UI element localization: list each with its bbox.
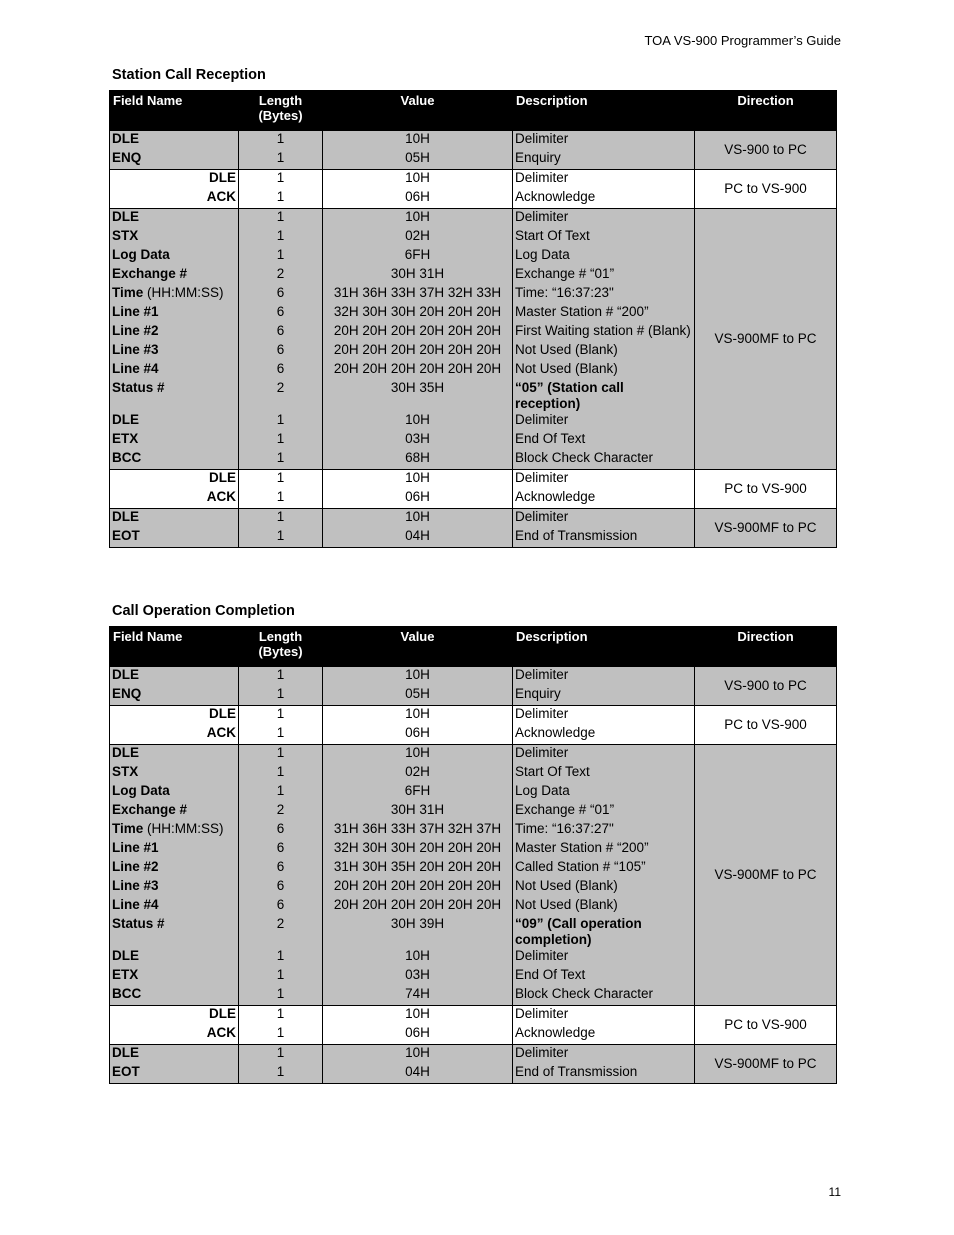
field-name: Time xyxy=(112,821,144,836)
value-cell: 20H 20H 20H 20H 20H 20H xyxy=(323,878,513,897)
value-cell: 31H 30H 35H 20H 20H 20H xyxy=(323,859,513,878)
field-name: Status # xyxy=(112,916,165,931)
value-cell: 10H xyxy=(323,470,513,490)
field-name-cell xyxy=(110,1025,239,1045)
value-cell: 10H xyxy=(323,131,513,151)
value-cell: 10H xyxy=(323,706,513,726)
column-header-length xyxy=(239,91,323,131)
field-name-cell xyxy=(110,431,239,450)
length-cell: 1 xyxy=(239,967,323,986)
field-name: ACK xyxy=(206,1025,236,1040)
description-cell: Delimiter xyxy=(513,470,695,490)
field-name-cell xyxy=(110,916,239,948)
length-cell: 1 xyxy=(239,667,323,687)
description-cell: Enquiry xyxy=(513,686,695,706)
field-name: DLE xyxy=(209,170,236,185)
field-name-cell xyxy=(110,986,239,1006)
table-row xyxy=(110,1006,837,1026)
value-cell: 30H 39H xyxy=(323,916,513,948)
table-header-row xyxy=(110,627,837,667)
value-cell: 20H 20H 20H 20H 20H 20H xyxy=(323,323,513,342)
column-header-direction: Direction xyxy=(695,91,837,131)
field-name-cell xyxy=(110,783,239,802)
length-cell: 1 xyxy=(239,1045,323,1065)
description-cell: Delimiter xyxy=(513,948,695,967)
value-cell: 02H xyxy=(323,764,513,783)
field-name: ENQ xyxy=(112,150,142,165)
field-name: DLE xyxy=(209,1006,236,1021)
field-name-cell xyxy=(110,450,239,470)
direction-cell: VS-900 to PC xyxy=(695,131,837,170)
value-cell: 06H xyxy=(323,489,513,509)
field-name-cell xyxy=(110,897,239,916)
value-cell: 31H 36H 33H 37H 32H 37H xyxy=(323,821,513,840)
field-name-cell xyxy=(110,725,239,745)
description-cell: Delimiter xyxy=(513,412,695,431)
description-cell: Not Used (Blank) xyxy=(513,361,695,380)
field-name-cell xyxy=(110,764,239,783)
length-cell: 1 xyxy=(239,228,323,247)
description-cell: First Waiting station # (Blank) xyxy=(513,323,695,342)
value-cell: 10H xyxy=(323,667,513,687)
value-cell: 31H 36H 33H 37H 32H 33H xyxy=(323,285,513,304)
length-cell: 6 xyxy=(239,304,323,323)
length-cell: 6 xyxy=(239,323,323,342)
field-name-cell xyxy=(110,380,239,412)
field-name-cell xyxy=(110,1006,239,1026)
table-row xyxy=(110,667,837,687)
description-cell: End Of Text xyxy=(513,431,695,450)
description-cell: Exchange # “01” xyxy=(513,266,695,285)
field-name: BCC xyxy=(112,986,142,1001)
value-cell: 04H xyxy=(323,1064,513,1084)
description-cell: Not Used (Blank) xyxy=(513,342,695,361)
length-cell: 1 xyxy=(239,170,323,190)
description-cell: Delimiter xyxy=(513,131,695,151)
field-name: BCC xyxy=(112,450,142,465)
field-name: EOT xyxy=(112,528,140,543)
description-cell: Block Check Character xyxy=(513,986,695,1006)
description-cell: Start Of Text xyxy=(513,228,695,247)
description-cell: Called Station # “105” xyxy=(513,859,695,878)
value-cell: 20H 20H 20H 20H 20H 20H xyxy=(323,342,513,361)
field-name-cell xyxy=(110,150,239,170)
field-name-cell xyxy=(110,1064,239,1084)
value-cell: 74H xyxy=(323,986,513,1006)
field-name: Line #1 xyxy=(112,840,159,855)
direction-cell: PC to VS-900 xyxy=(695,1006,837,1045)
value-cell: 32H 30H 30H 20H 20H 20H xyxy=(323,304,513,323)
direction-cell: PC to VS-900 xyxy=(695,170,837,209)
field-name-cell xyxy=(110,528,239,548)
field-name: Line #2 xyxy=(112,859,159,874)
description-cell: Acknowledge xyxy=(513,489,695,509)
value-cell: 6FH xyxy=(323,247,513,266)
description-cell: Delimiter xyxy=(513,667,695,687)
value-cell: 06H xyxy=(323,1025,513,1045)
column-header-length-line2: (Bytes) xyxy=(258,108,303,123)
field-name-cell xyxy=(110,170,239,190)
length-cell: 2 xyxy=(239,916,323,948)
length-cell: 1 xyxy=(239,948,323,967)
field-name-cell xyxy=(110,209,239,229)
length-cell: 1 xyxy=(239,1064,323,1084)
value-cell: 02H xyxy=(323,228,513,247)
field-name: DLE xyxy=(112,209,139,224)
direction-cell: VS-900MF to PC xyxy=(695,1045,837,1084)
length-cell: 2 xyxy=(239,266,323,285)
value-cell: 10H xyxy=(323,745,513,765)
description-cell: Delimiter xyxy=(513,1045,695,1065)
length-cell: 1 xyxy=(239,209,323,229)
field-name: DLE xyxy=(112,131,139,146)
section-title-station-call-reception: Station Call Reception xyxy=(112,67,266,83)
length-cell: 1 xyxy=(239,489,323,509)
description-cell: Enquiry xyxy=(513,150,695,170)
field-name-suffix: (HH:MM:SS) xyxy=(143,285,224,300)
value-cell: 06H xyxy=(323,725,513,745)
field-name-cell xyxy=(110,1045,239,1065)
description-cell: Not Used (Blank) xyxy=(513,897,695,916)
description-cell: Delimiter xyxy=(513,170,695,190)
field-name-cell xyxy=(110,745,239,765)
column-header-length-line1: Length xyxy=(258,629,303,644)
field-name: Time xyxy=(112,285,144,300)
length-cell: 6 xyxy=(239,342,323,361)
description-cell: Log Data xyxy=(513,783,695,802)
table-row xyxy=(110,170,837,190)
field-name: Exchange # xyxy=(112,802,188,817)
value-cell: 30H 31H xyxy=(323,266,513,285)
length-cell: 6 xyxy=(239,361,323,380)
table-row xyxy=(110,745,837,765)
field-name: Status # xyxy=(112,380,165,395)
length-cell: 1 xyxy=(239,1006,323,1026)
column-header-description: Description xyxy=(513,91,695,131)
value-cell: 10H xyxy=(323,170,513,190)
field-name: DLE xyxy=(112,1045,139,1060)
description-cell: Delimiter xyxy=(513,706,695,726)
length-cell: 6 xyxy=(239,878,323,897)
description-cell: Master Station # “200” xyxy=(513,304,695,323)
description-cell: Block Check Character xyxy=(513,450,695,470)
field-name: DLE xyxy=(209,706,236,721)
field-name-cell xyxy=(110,967,239,986)
field-name-cell xyxy=(110,840,239,859)
field-name: ACK xyxy=(206,725,236,740)
table-row xyxy=(110,1045,837,1065)
table-row xyxy=(110,131,837,151)
field-name: ACK xyxy=(206,189,236,204)
value-cell: 10H xyxy=(323,412,513,431)
station-call-reception-table xyxy=(109,90,837,548)
field-name: ETX xyxy=(112,967,139,982)
field-name-cell xyxy=(110,821,239,840)
field-name: Log Data xyxy=(112,783,170,798)
field-name: ETX xyxy=(112,431,139,446)
description-cell: Acknowledge xyxy=(513,189,695,209)
description-cell: Master Station # “200” xyxy=(513,840,695,859)
field-name-cell xyxy=(110,285,239,304)
column-header-length-line1: Length xyxy=(258,93,303,108)
description-cell: Not Used (Blank) xyxy=(513,878,695,897)
description-cell: Delimiter xyxy=(513,509,695,529)
column-header-value: Value xyxy=(323,627,513,667)
length-cell: 1 xyxy=(239,1025,323,1045)
value-cell: 10H xyxy=(323,1045,513,1065)
field-name: Line #2 xyxy=(112,323,159,338)
field-name-cell xyxy=(110,706,239,726)
value-cell: 20H 20H 20H 20H 20H 20H xyxy=(323,361,513,380)
field-name: Line #1 xyxy=(112,304,159,319)
field-name: Line #4 xyxy=(112,897,159,912)
length-cell: 6 xyxy=(239,897,323,916)
description-cell: Delimiter xyxy=(513,1006,695,1026)
field-name: ENQ xyxy=(112,686,142,701)
section-title-call-operation-completion: Call Operation Completion xyxy=(112,603,295,619)
field-name-suffix: (HH:MM:SS) xyxy=(143,821,224,836)
length-cell: 1 xyxy=(239,509,323,529)
table-row xyxy=(110,209,837,229)
value-cell: 32H 30H 30H 20H 20H 20H xyxy=(323,840,513,859)
field-name-cell xyxy=(110,304,239,323)
value-cell: 10H xyxy=(323,509,513,529)
field-name: Log Data xyxy=(112,247,170,262)
field-name-cell xyxy=(110,489,239,509)
description-cell: Time: “16:37:23" xyxy=(513,285,695,304)
value-cell: 10H xyxy=(323,948,513,967)
table-row xyxy=(110,509,837,529)
column-header-value: Value xyxy=(323,91,513,131)
field-name: DLE xyxy=(112,412,139,427)
length-cell: 1 xyxy=(239,247,323,266)
direction-cell: VS-900MF to PC xyxy=(695,209,837,470)
description-cell: Start Of Text xyxy=(513,764,695,783)
length-cell: 1 xyxy=(239,450,323,470)
length-cell: 1 xyxy=(239,528,323,548)
length-cell: 1 xyxy=(239,470,323,490)
field-name-cell xyxy=(110,948,239,967)
length-cell: 2 xyxy=(239,380,323,412)
field-name-cell xyxy=(110,878,239,897)
length-cell: 1 xyxy=(239,725,323,745)
length-cell: 1 xyxy=(239,706,323,726)
call-operation-completion-table xyxy=(109,626,837,1084)
description-cell: “05” (Station call reception) xyxy=(513,380,695,412)
table-row xyxy=(110,470,837,490)
field-name-cell xyxy=(110,247,239,266)
length-cell: 1 xyxy=(239,412,323,431)
value-cell: 68H xyxy=(323,450,513,470)
page-number: 11 xyxy=(828,1185,841,1199)
description-cell: End Of Text xyxy=(513,967,695,986)
value-cell: 30H 35H xyxy=(323,380,513,412)
page-header: TOA VS-900 Programmer’s Guide xyxy=(644,33,841,48)
value-cell: 04H xyxy=(323,528,513,548)
field-name-cell xyxy=(110,342,239,361)
length-cell: 6 xyxy=(239,859,323,878)
field-name-cell xyxy=(110,266,239,285)
column-header-field-name: Field Name xyxy=(110,91,239,131)
description-cell: Acknowledge xyxy=(513,725,695,745)
description-cell: Time: “16:37:27" xyxy=(513,821,695,840)
column-header-length-line2: (Bytes) xyxy=(258,644,303,659)
value-cell: 6FH xyxy=(323,783,513,802)
length-cell: 6 xyxy=(239,840,323,859)
value-cell: 05H xyxy=(323,686,513,706)
field-name-cell xyxy=(110,686,239,706)
description-cell: Delimiter xyxy=(513,209,695,229)
field-name: STX xyxy=(112,228,139,243)
field-name: Exchange # xyxy=(112,266,188,281)
direction-cell: VS-900MF to PC xyxy=(695,745,837,1006)
value-cell: 03H xyxy=(323,431,513,450)
field-name: Line #3 xyxy=(112,342,159,357)
field-name-cell xyxy=(110,667,239,687)
description-cell: Acknowledge xyxy=(513,1025,695,1045)
description-cell: Exchange # “01” xyxy=(513,802,695,821)
value-cell: 20H 20H 20H 20H 20H 20H xyxy=(323,897,513,916)
length-cell: 6 xyxy=(239,821,323,840)
field-name: DLE xyxy=(112,509,139,524)
length-cell: 1 xyxy=(239,131,323,151)
length-cell: 1 xyxy=(239,745,323,765)
field-name-cell xyxy=(110,131,239,151)
field-name: DLE xyxy=(112,667,139,682)
table-row xyxy=(110,706,837,726)
length-cell: 1 xyxy=(239,431,323,450)
length-cell: 1 xyxy=(239,686,323,706)
field-name: STX xyxy=(112,764,139,779)
field-name: ACK xyxy=(206,489,236,504)
field-name-cell xyxy=(110,189,239,209)
value-cell: 10H xyxy=(323,209,513,229)
column-header-field-name: Field Name xyxy=(110,627,239,667)
description-cell: Delimiter xyxy=(513,745,695,765)
length-cell: 1 xyxy=(239,189,323,209)
length-cell: 1 xyxy=(239,783,323,802)
length-cell: 1 xyxy=(239,150,323,170)
direction-cell: VS-900 to PC xyxy=(695,667,837,706)
field-name: Line #3 xyxy=(112,878,159,893)
length-cell: 1 xyxy=(239,986,323,1006)
field-name: DLE xyxy=(112,745,139,760)
column-header-length xyxy=(239,627,323,667)
column-header-direction: Direction xyxy=(695,627,837,667)
value-cell: 30H 31H xyxy=(323,802,513,821)
direction-cell: PC to VS-900 xyxy=(695,470,837,509)
length-cell: 2 xyxy=(239,802,323,821)
length-cell: 1 xyxy=(239,764,323,783)
value-cell: 03H xyxy=(323,967,513,986)
field-name-cell xyxy=(110,228,239,247)
table-header-row xyxy=(110,91,837,131)
field-name-cell xyxy=(110,470,239,490)
field-name: DLE xyxy=(112,948,139,963)
value-cell: 06H xyxy=(323,189,513,209)
field-name: EOT xyxy=(112,1064,140,1079)
column-header-description: Description xyxy=(513,627,695,667)
field-name-cell xyxy=(110,412,239,431)
description-cell: “09” (Call operation completion) xyxy=(513,916,695,948)
description-cell: Log Data xyxy=(513,247,695,266)
direction-cell: PC to VS-900 xyxy=(695,706,837,745)
value-cell: 05H xyxy=(323,150,513,170)
description-cell: End of Transmission xyxy=(513,1064,695,1084)
field-name-cell xyxy=(110,361,239,380)
direction-cell: VS-900MF to PC xyxy=(695,509,837,548)
field-name: Line #4 xyxy=(112,361,159,376)
description-cell: End of Transmission xyxy=(513,528,695,548)
length-cell: 6 xyxy=(239,285,323,304)
field-name-cell xyxy=(110,509,239,529)
field-name: DLE xyxy=(209,470,236,485)
field-name-cell xyxy=(110,802,239,821)
field-name-cell xyxy=(110,323,239,342)
value-cell: 10H xyxy=(323,1006,513,1026)
field-name-cell xyxy=(110,859,239,878)
